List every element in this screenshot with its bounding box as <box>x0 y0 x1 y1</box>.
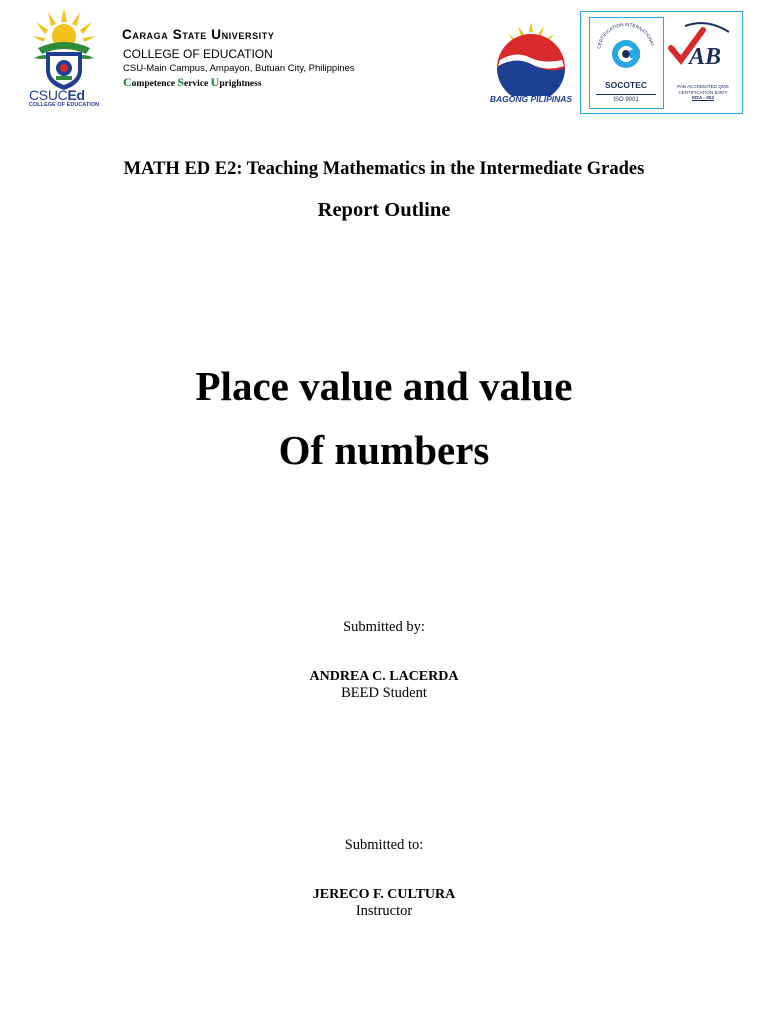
motto-initial-s: S <box>177 75 184 89</box>
university-motto <box>122 76 452 91</box>
spacer <box>0 853 768 887</box>
student-name: ANDREA C. LACERDA <box>309 669 459 684</box>
pab-mark: AB <box>689 44 722 70</box>
wordmark-subtitle: COLLEGE OF EDUCATION <box>29 102 100 108</box>
motto-initial-u: U <box>210 75 220 89</box>
spacer <box>0 635 768 669</box>
report-title <box>0 354 768 482</box>
motto-initial-c: C <box>123 75 132 89</box>
pab-caption <box>667 84 739 101</box>
pab-line-2: CERTIFICATION BODY <box>678 89 728 95</box>
campus-address: CSU-Main Campus, Ampayon, Butuan City, Philippines <box>123 63 355 74</box>
submitted-by-label: Submitted by: <box>343 619 425 635</box>
report-title-line-2: Of numbers <box>278 427 490 473</box>
submitted-by-block <box>0 619 768 701</box>
certification-badges <box>580 11 743 114</box>
student-role: BEED Student <box>341 685 427 701</box>
socotec-name: SOCOTEC <box>604 80 648 90</box>
instructor-name: JERECO F. CULTURA <box>312 887 456 902</box>
pab-accreditation-icon <box>667 20 737 80</box>
university-info <box>122 24 452 91</box>
pab-line-1: PAB ACCREDITED QMS <box>677 84 729 89</box>
motto-rest-u: prightness <box>219 79 262 89</box>
submitted-to-block <box>0 837 768 919</box>
wordmark-accent: Ed <box>67 87 85 103</box>
university-name: Caraga State University <box>122 27 275 42</box>
report-title-line-1: Place value and value <box>195 363 573 409</box>
socotec-arc-text: CERTIFICATION INTERNATIONAL <box>596 21 656 50</box>
wordmark-primary: CSUC <box>29 87 68 103</box>
pab-code: MSA - 003 <box>692 95 714 101</box>
socotec-certification-icon <box>589 17 664 109</box>
motto-rest-s: ervice <box>184 79 209 89</box>
college-name: COLLEGE OF EDUCATION <box>123 47 273 61</box>
iso-standard: ISO 9001 <box>613 97 639 103</box>
document-header <box>0 0 768 130</box>
instructor-role: Instructor <box>355 903 413 919</box>
report-label: Report Outline <box>317 199 451 221</box>
course-title: MATH ED E2: Teaching Mathematics in the Intermediate Grades <box>123 159 645 179</box>
submitted-to-label: Submitted to: <box>344 837 424 853</box>
motto-rest-c: ompetence <box>131 79 175 89</box>
csu-ced-wordmark <box>29 88 101 109</box>
bagong-pilipinas-label: BAGONG PILIPINAS <box>489 94 573 104</box>
socotec-divider <box>596 94 656 95</box>
